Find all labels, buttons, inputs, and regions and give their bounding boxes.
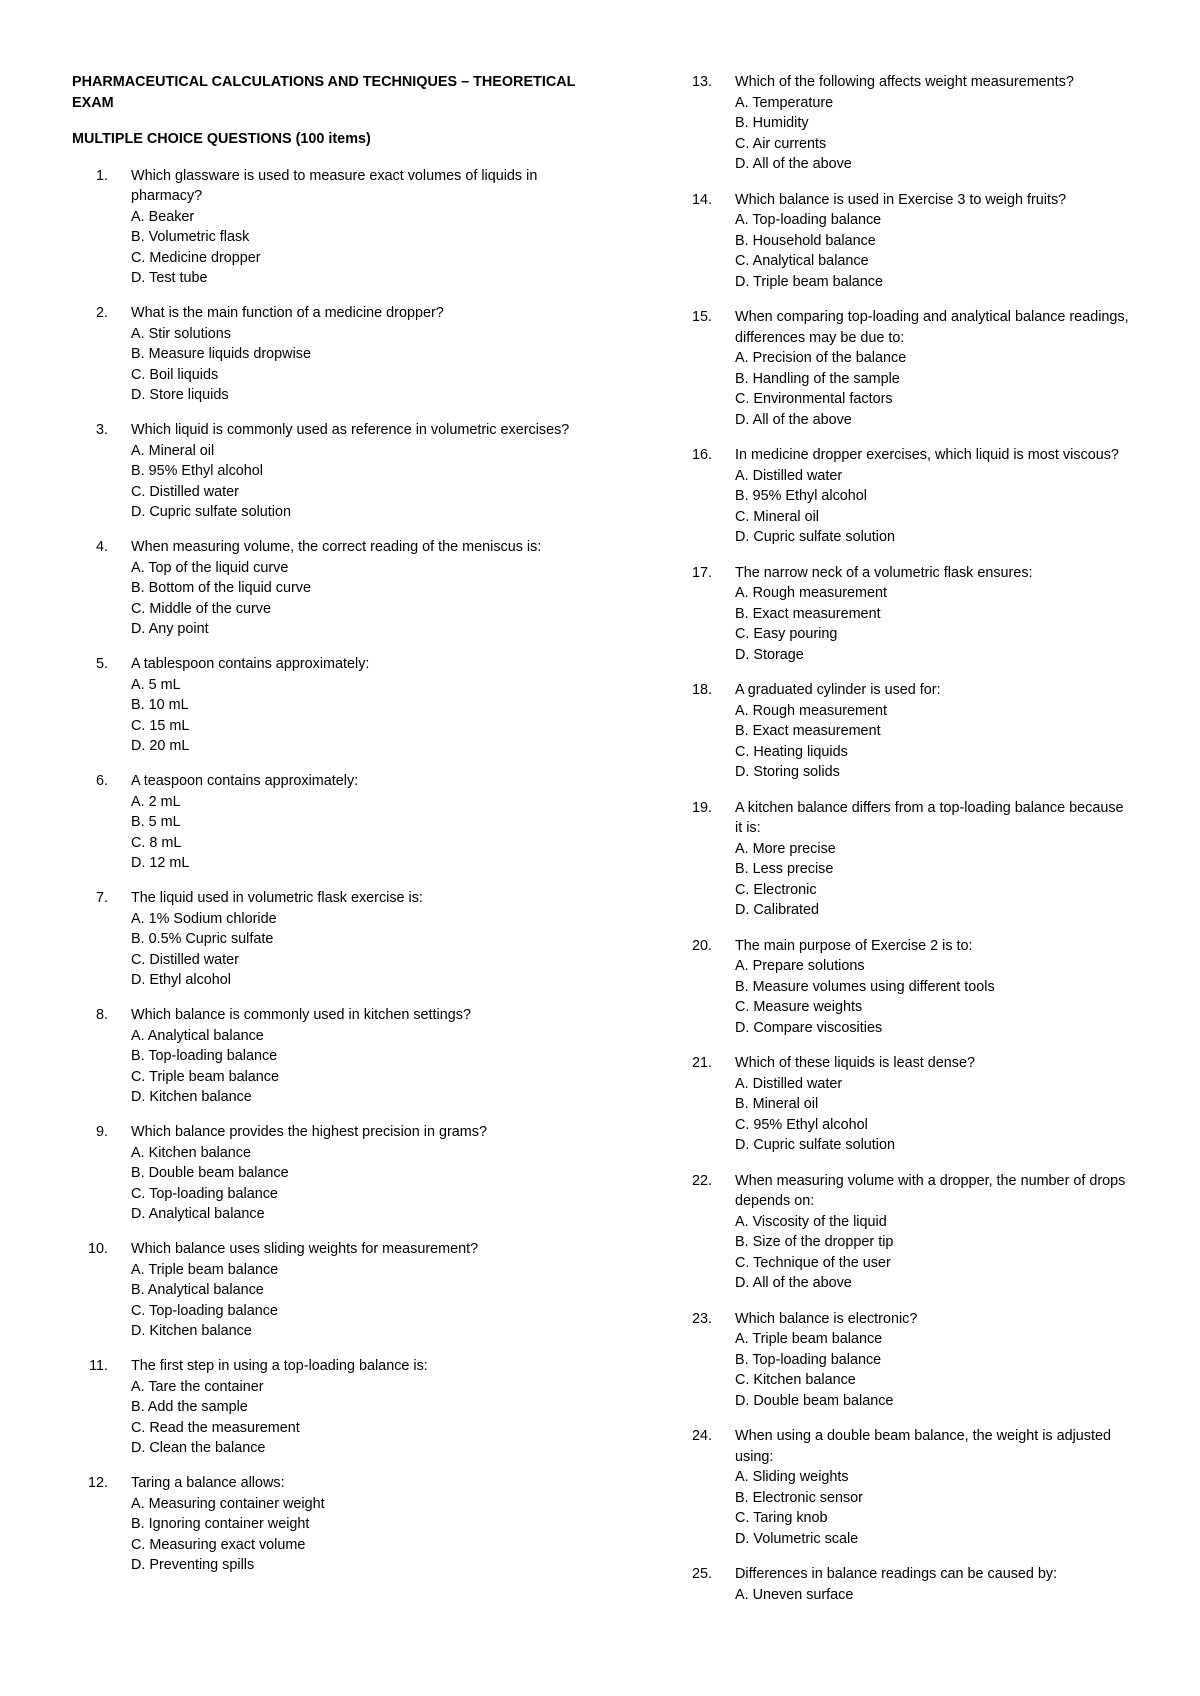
- answer-option: D. Compare viscosities: [735, 1019, 883, 1036]
- question-body: [712, 1426, 1131, 1549]
- answer-option: B. Size of the dropper tip: [735, 1234, 894, 1250]
- answer-option: C. Easy pouring: [735, 626, 838, 642]
- answer-option: A. Top of the liquid curve: [131, 559, 289, 576]
- question-item: [72, 303, 592, 406]
- question-text: Which glassware is used to measure exact volumes of liquids in pharmacy?: [131, 167, 538, 204]
- answer-option: B. Household balance: [735, 232, 876, 249]
- question-number: 25.: [691, 1566, 712, 1582]
- question-body: [712, 1053, 1131, 1156]
- answer-option: B. Mineral oil: [735, 1096, 819, 1112]
- answer-option: D. Store liquids: [131, 387, 229, 403]
- question-text: Which balance is used in Exercise 3 to weigh fruits?: [735, 191, 1067, 208]
- answer-option: C. Environmental factors: [735, 391, 893, 407]
- question-number: 8.: [95, 1007, 108, 1023]
- answer-option: C. Top-loading balance: [131, 1302, 278, 1319]
- answer-option: B. Measure volumes using different tools: [735, 978, 995, 995]
- answer-option: C. Heating liquids: [735, 743, 848, 760]
- question-body: [108, 303, 592, 406]
- answer-option: C. Read the measurement: [131, 1419, 300, 1436]
- answer-option: B. Handling of the sample: [735, 370, 900, 387]
- question-body: [108, 1239, 592, 1342]
- answer-option: D. Cupric sulfate solution: [735, 1137, 895, 1153]
- answer-option: B. Humidity: [735, 115, 809, 131]
- answer-option: B. Less precise: [735, 861, 834, 877]
- answer-option: C. Distilled water: [131, 951, 239, 968]
- question-item: [676, 1426, 1131, 1549]
- question-number: 3.: [95, 422, 108, 438]
- right-column: [676, 72, 1131, 1620]
- answer-option: D. Test tube: [131, 270, 208, 286]
- question-number: 11.: [89, 1358, 108, 1374]
- question-list-left: [72, 166, 592, 1576]
- answer-option: D. Clean the balance: [131, 1440, 266, 1456]
- answer-option: B. Electronic sensor: [735, 1489, 863, 1506]
- question-item: [676, 936, 1131, 1039]
- question-number: 19.: [691, 799, 712, 816]
- question-text: A tablespoon contains approximately:: [131, 656, 370, 672]
- question-number: 20.: [691, 937, 712, 954]
- answer-option: D. Analytical balance: [131, 1206, 265, 1222]
- answer-option: C. Analytical balance: [735, 253, 869, 269]
- question-text: When measuring volume, the correct reading of the meniscus is:: [131, 539, 542, 555]
- answer-option: A. Uneven surface: [735, 1586, 854, 1603]
- question-body: [712, 307, 1131, 430]
- answer-option: D. Storing solids: [735, 764, 840, 780]
- answer-option: A. Precision of the balance: [735, 350, 907, 366]
- question-list-right: [676, 72, 1131, 1605]
- question-text: When comparing top-loading and analytical balance readings, differences may be due to:: [735, 309, 1129, 346]
- answer-option: C. Electronic: [735, 881, 817, 898]
- question-text: A graduated cylinder is used for:: [735, 682, 941, 698]
- answer-option: B. 5 mL: [131, 814, 181, 830]
- answer-option: B. Exact measurement: [735, 723, 881, 739]
- question-text: Which balance is electronic?: [735, 1310, 918, 1327]
- question-body: [712, 1309, 1131, 1412]
- answer-option: B. Double beam balance: [131, 1165, 289, 1181]
- answer-option: A. 1% Sodium chloride: [131, 910, 277, 927]
- question-number: 16.: [691, 447, 712, 463]
- question-text: Which of the following affects weight measurements?: [735, 74, 1074, 90]
- question-text: In medicine dropper exercises, which liquid is most viscous?: [735, 447, 1119, 463]
- answer-option: C. Distilled water: [131, 483, 239, 500]
- answer-option: C. Technique of the user: [735, 1254, 891, 1271]
- question-item: [676, 1564, 1131, 1605]
- answer-option: A. Mineral oil: [131, 442, 215, 459]
- question-body: [712, 936, 1131, 1039]
- question-text: Which balance is commonly used in kitchen settings?: [131, 1007, 471, 1023]
- answer-option: C. Triple beam balance: [131, 1068, 279, 1085]
- answer-option: C. Measuring exact volume: [131, 1536, 306, 1553]
- question-text: Taring a balance allows:: [131, 1475, 285, 1491]
- answer-option: B. Ignoring container weight: [131, 1516, 310, 1532]
- section-heading: MULTIPLE CHOICE QUESTIONS (100 items): [72, 131, 371, 147]
- answer-option: C. Air currents: [735, 135, 827, 152]
- question-item: [676, 563, 1131, 666]
- answer-option: C. Medicine dropper: [131, 249, 261, 266]
- question-text: A kitchen balance differs from a top-loading balance because it is:: [735, 799, 1124, 836]
- answer-option: A. Sliding weights: [735, 1469, 849, 1485]
- question-body: [712, 563, 1131, 666]
- answer-option: A. Top-loading balance: [735, 212, 882, 228]
- question-text: Which of these liquids is least dense?: [735, 1055, 975, 1071]
- question-item: [72, 420, 592, 523]
- answer-option: C. Kitchen balance: [735, 1372, 856, 1388]
- answer-option: A. Stir solutions: [131, 325, 231, 342]
- answer-option: D. Cupric sulfate solution: [735, 529, 895, 545]
- question-number: 14.: [691, 191, 712, 208]
- question-item: [72, 1122, 592, 1225]
- answer-option: B. Volumetric flask: [131, 229, 250, 245]
- question-body: [712, 1564, 1131, 1605]
- answer-option: D. Storage: [735, 646, 804, 663]
- question-item: [72, 166, 592, 289]
- question-number: 4.: [95, 539, 108, 555]
- question-item: [676, 1053, 1131, 1156]
- question-item: [72, 771, 592, 874]
- question-number: 13.: [691, 74, 712, 90]
- question-body: [108, 166, 592, 289]
- answer-option: D. Preventing spills: [131, 1557, 255, 1573]
- answer-option: A. Triple beam balance: [735, 1331, 883, 1347]
- question-item: [676, 72, 1131, 175]
- question-number: 23.: [691, 1310, 712, 1327]
- question-body: [108, 1005, 592, 1108]
- question-item: [676, 307, 1131, 430]
- exam-title: PHARMACEUTICAL CALCULATIONS AND TECHNIQUES – THEORETICAL EXAM: [72, 74, 576, 111]
- answer-option: C. Taring knob: [735, 1510, 828, 1526]
- question-text: Which balance uses sliding weights for measurement?: [131, 1241, 479, 1257]
- answer-option: C. 15 mL: [131, 717, 190, 734]
- question-body: [108, 771, 592, 874]
- answer-option: D. Kitchen balance: [131, 1089, 252, 1105]
- question-text: Differences in balance readings can be caused by:: [735, 1566, 1058, 1582]
- question-number: 2.: [95, 305, 108, 321]
- question-body: [108, 537, 592, 640]
- question-text: Which balance provides the highest precision in grams?: [131, 1124, 487, 1140]
- question-body: [108, 420, 592, 523]
- answer-option: A. Rough measurement: [735, 702, 887, 719]
- answer-option: B. Bottom of the liquid curve: [131, 580, 311, 596]
- question-body: [712, 680, 1131, 783]
- question-item: [676, 1171, 1131, 1294]
- answer-option: A. Beaker: [131, 208, 195, 225]
- answer-option: D. All of the above: [735, 1275, 852, 1291]
- question-number: 10.: [87, 1241, 108, 1257]
- answer-option: A. Temperature: [735, 94, 834, 111]
- question-body: [712, 445, 1131, 548]
- question-text: A teaspoon contains approximately:: [131, 773, 359, 789]
- answer-option: C. Middle of the curve: [131, 600, 271, 617]
- answer-option: C. 8 mL: [131, 834, 182, 851]
- question-body: [108, 654, 592, 757]
- left-column: [72, 72, 592, 1590]
- question-item: [72, 1473, 592, 1576]
- question-text: The liquid used in volumetric flask exercise is:: [131, 890, 423, 906]
- question-number: 7.: [95, 890, 108, 906]
- question-body: [108, 1122, 592, 1225]
- question-text: Which liquid is commonly used as reference in volumetric exercises?: [131, 422, 570, 438]
- answer-option: C. Top-loading balance: [131, 1185, 278, 1202]
- question-number: 17.: [691, 564, 712, 581]
- question-item: [72, 537, 592, 640]
- question-item: [676, 190, 1131, 293]
- answer-option: A. Tare the container: [131, 1378, 264, 1395]
- question-number: 21.: [691, 1055, 712, 1071]
- question-number: 22.: [691, 1172, 712, 1189]
- question-body: [712, 190, 1131, 293]
- answer-option: B. Top-loading balance: [131, 1048, 278, 1064]
- answer-option: A. 5 mL: [131, 676, 181, 693]
- question-body: [712, 1171, 1131, 1294]
- question-text: What is the main function of a medicine dropper?: [131, 305, 444, 321]
- question-body: [712, 798, 1131, 921]
- answer-option: C. Mineral oil: [735, 508, 819, 525]
- answer-option: A. Kitchen balance: [131, 1144, 252, 1161]
- question-text: The narrow neck of a volumetric flask ensures:: [735, 564, 1033, 581]
- question-item: [676, 680, 1131, 783]
- question-item: [72, 888, 592, 991]
- answer-option: A. 2 mL: [131, 793, 181, 810]
- question-body: [108, 1356, 592, 1459]
- answer-option: C. Measure weights: [735, 999, 863, 1015]
- answer-option: D. Double beam balance: [735, 1392, 894, 1409]
- question-number: 15.: [691, 309, 712, 325]
- answer-option: D. Calibrated: [735, 902, 819, 918]
- answer-option: D. Cupric sulfate solution: [131, 504, 291, 520]
- question-item: [72, 1239, 592, 1342]
- answer-option: A. Prepare solutions: [735, 958, 865, 974]
- answer-option: A. Distilled water: [735, 467, 843, 484]
- question-item: [676, 798, 1131, 921]
- question-body: [108, 1473, 592, 1576]
- answer-option: A. Distilled water: [735, 1075, 843, 1092]
- question-text: The first step in using a top-loading balance is:: [131, 1358, 428, 1374]
- answer-option: B. Analytical balance: [131, 1282, 264, 1298]
- answer-option: D. All of the above: [735, 156, 852, 172]
- answer-option: D. Kitchen balance: [131, 1323, 252, 1339]
- question-number: 24.: [691, 1428, 712, 1444]
- answer-option: B. Add the sample: [131, 1399, 248, 1415]
- question-text: When using a double beam balance, the weight is adjusted using:: [735, 1428, 1112, 1465]
- question-number: 12.: [87, 1475, 108, 1491]
- answer-option: B. 0.5% Cupric sulfate: [131, 931, 274, 947]
- answer-option: A. More precise: [735, 840, 836, 857]
- answer-option: A. Analytical balance: [131, 1027, 264, 1044]
- answer-option: A. Measuring container weight: [131, 1495, 325, 1512]
- question-item: [72, 1005, 592, 1108]
- question-number: 1.: [95, 167, 108, 184]
- question-body: [108, 888, 592, 991]
- answer-option: C. 95% Ethyl alcohol: [735, 1116, 868, 1133]
- question-item: [72, 654, 592, 757]
- answer-option: D. 20 mL: [131, 738, 190, 754]
- question-number: 9.: [95, 1124, 108, 1140]
- answer-option: D. All of the above: [735, 411, 852, 428]
- answer-option: D. Any point: [131, 621, 209, 637]
- answer-option: A. Triple beam balance: [131, 1261, 279, 1278]
- answer-option: D. Volumetric scale: [735, 1530, 859, 1547]
- question-text: The main purpose of Exercise 2 is to:: [735, 937, 973, 954]
- answer-option: B. 10 mL: [131, 697, 189, 713]
- answer-option: A. Rough measurement: [735, 585, 887, 601]
- answer-option: D. Triple beam balance: [735, 273, 883, 290]
- answer-option: B. Exact measurement: [735, 605, 881, 622]
- answer-option: B. 95% Ethyl alcohol: [735, 488, 867, 504]
- answer-option: A. Viscosity of the liquid: [735, 1213, 887, 1230]
- question-item: [72, 1356, 592, 1459]
- question-number: 6.: [95, 773, 108, 789]
- answer-option: B. Top-loading balance: [735, 1351, 882, 1368]
- answer-option: B. Measure liquids dropwise: [131, 346, 311, 362]
- question-number: 5.: [95, 656, 108, 672]
- answer-option: D. Ethyl alcohol: [131, 972, 231, 988]
- question-item: [676, 445, 1131, 548]
- answer-option: D. 12 mL: [131, 855, 190, 871]
- question-number: 18.: [691, 682, 712, 698]
- question-body: [712, 72, 1131, 175]
- question-item: [676, 1309, 1131, 1412]
- question-text: When measuring volume with a dropper, the number of drops depends on:: [735, 1172, 1126, 1209]
- answer-option: C. Boil liquids: [131, 366, 219, 383]
- answer-option: B. 95% Ethyl alcohol: [131, 463, 263, 479]
